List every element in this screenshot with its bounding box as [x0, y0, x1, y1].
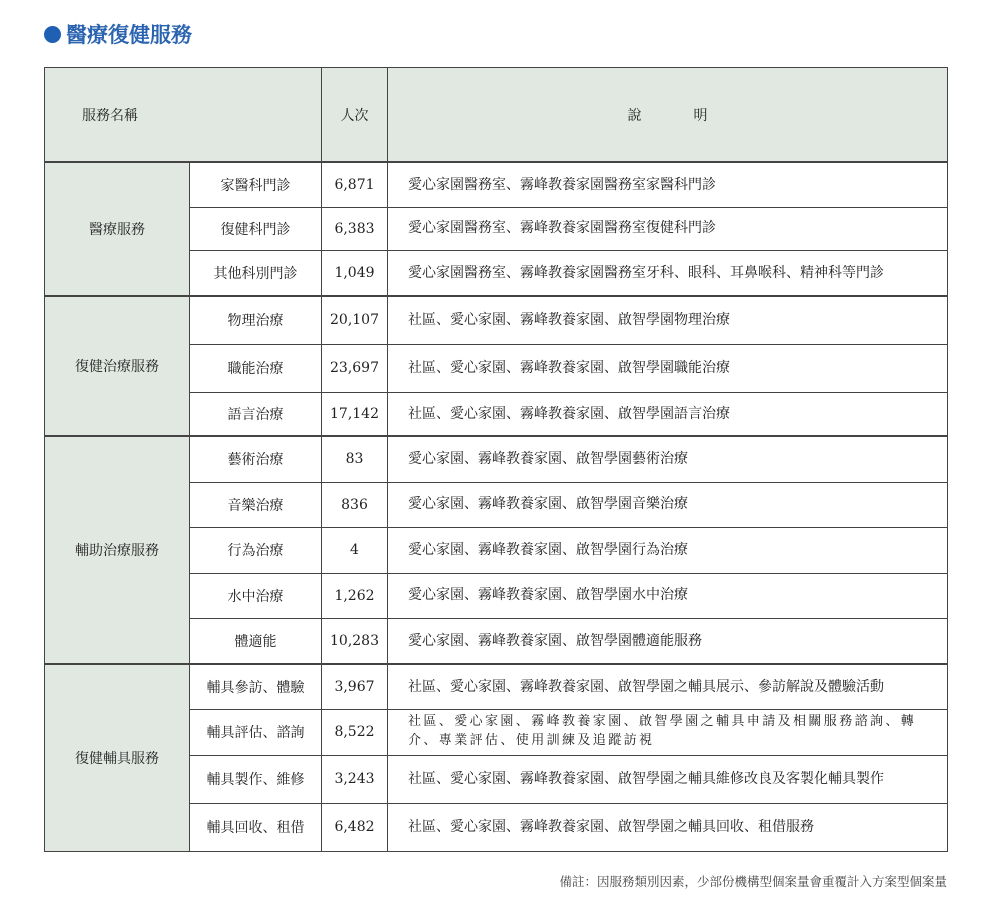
services-table: [44, 67, 948, 852]
footnote: 備註：因服務類別因素，少部份機構型個案量會重覆計入方案型個案量: [559, 874, 947, 889]
description-cell: 社區、愛心家園、霧峰教養家園、啟智學園之輔具申請及相關服務諮詢、轉介、專業評估、使用訓練及追蹤訪視: [388, 709, 948, 755]
description-cell: 愛心家園、霧峰教養家園、啟智學園音樂治療: [388, 482, 948, 527]
table-row: [45, 664, 948, 709]
description-cell: 愛心家園、霧峰教養家園、啟智學園藝術治療: [388, 436, 948, 482]
count-cell: 6,383: [322, 207, 388, 250]
page-title-text: 醫療復健服務: [66, 23, 192, 47]
count-cell: 4: [322, 527, 388, 573]
count-cell: 8,522: [322, 709, 388, 755]
count-cell: 20,107: [322, 296, 388, 344]
description-cell: 社區、愛心家園、霧峰教養家園、啟智學園之輔具回收、租借服務: [388, 803, 948, 851]
service-name-cell: 復健科門診: [190, 207, 322, 250]
table-row: [45, 436, 948, 482]
description-cell: 愛心家園、霧峰教養家園、啟智學園體適能服務: [388, 618, 948, 664]
service-name-cell: 輔具回收、租借: [190, 803, 322, 851]
description-cell: 社區、愛心家園、霧峰教養家園、啟智學園之輔具展示、參訪解說及體驗活動: [388, 664, 948, 709]
category-cell: 復健輔具服務: [45, 664, 190, 851]
service-name-cell: 物理治療: [190, 296, 322, 344]
bullet-dot-icon: [44, 26, 61, 43]
service-name-cell: 輔具參訪、體驗: [190, 664, 322, 709]
service-name-cell: 家醫科門診: [190, 162, 322, 207]
table-row: [45, 162, 948, 207]
header-count: 人次: [322, 68, 388, 163]
description-cell: 社區、愛心家園、霧峰教養家園、啟智學園物理治療: [388, 296, 948, 344]
description-cell: 愛心家園、霧峰教養家園、啟智學園水中治療: [388, 573, 948, 618]
header-service-name: 服務名稱: [45, 68, 322, 163]
count-cell: 10,283: [322, 618, 388, 664]
service-name-cell: 職能治療: [190, 344, 322, 392]
description-cell: 社區、愛心家園、霧峰教養家園、啟智學園語言治療: [388, 392, 948, 436]
description-cell: 社區、愛心家園、霧峰教養家園、啟智學園職能治療: [388, 344, 948, 392]
service-name-cell: 行為治療: [190, 527, 322, 573]
category-cell: 醫療服務: [45, 162, 190, 296]
service-name-cell: 輔具製作、維修: [190, 755, 322, 803]
header-description: [388, 68, 948, 163]
service-name-cell: 輔具評估、諮詢: [190, 709, 322, 755]
description-cell: 社區、愛心家園、霧峰教養家園、啟智學園之輔具維修改良及客製化輔具製作: [388, 755, 948, 803]
count-cell: 23,697: [322, 344, 388, 392]
description-cell: 愛心家園、霧峰教養家園、啟智學園行為治療: [388, 527, 948, 573]
service-name-cell: 語言治療: [190, 392, 322, 436]
count-cell: 83: [322, 436, 388, 482]
description-cell: 愛心家園醫務室、霧峰教養家園醫務室牙科、眼科、耳鼻喉科、精神科等門診: [388, 250, 948, 296]
service-name-cell: 其他科別門診: [190, 250, 322, 296]
count-cell: 836: [322, 482, 388, 527]
count-cell: 1,049: [322, 250, 388, 296]
page-title: [44, 18, 192, 50]
count-cell: 6,871: [322, 162, 388, 207]
description-cell: 愛心家園醫務室、霧峰教養家園醫務室復健科門診: [388, 207, 948, 250]
header-desc-char-1: 說: [627, 107, 642, 124]
count-cell: 1,262: [322, 573, 388, 618]
description-cell: 愛心家園醫務室、霧峰教養家園醫務室家醫科門診: [388, 162, 948, 207]
table-header-row: [45, 68, 948, 163]
count-cell: 3,243: [322, 755, 388, 803]
count-cell: 6,482: [322, 803, 388, 851]
service-name-cell: 藝術治療: [190, 436, 322, 482]
category-cell: 復健治療服務: [45, 296, 190, 436]
category-cell: 輔助治療服務: [45, 436, 190, 664]
table-row: [45, 296, 948, 344]
header-desc-char-2: 明: [693, 107, 708, 124]
count-cell: 17,142: [322, 392, 388, 436]
service-name-cell: 體適能: [190, 618, 322, 664]
service-name-cell: 水中治療: [190, 573, 322, 618]
service-name-cell: 音樂治療: [190, 482, 322, 527]
count-cell: 3,967: [322, 664, 388, 709]
